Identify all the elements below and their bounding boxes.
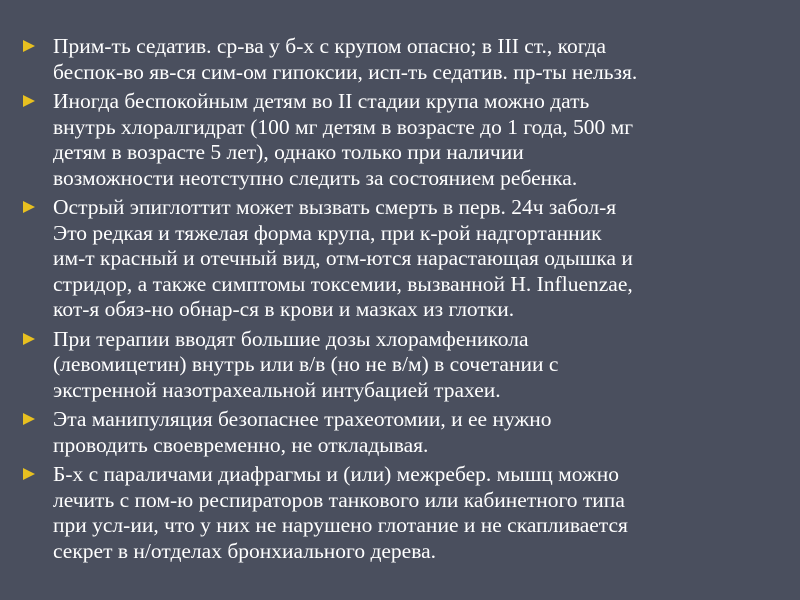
bullet-text: При терапии вводят большие дозы хлорамфеникола (левомицетин) внутрь или в/в (но не в/м) в сочетании с экстренной назотрахеальной интубацией трахеи. — [53, 326, 559, 402]
bullet-item — [22, 89, 782, 191]
bullet-item — [22, 195, 782, 323]
bullet-item — [22, 462, 782, 564]
bullet-item — [22, 407, 782, 458]
triangle-bullet-icon — [23, 333, 35, 345]
bullet-text: Прим-ть седатив. ср-ва у б-х с крупом опасно; в III ст., когда беспок-во яв-ся сим-ом гипоксии, исп-ть седатив. пр-ты нельзя. — [53, 34, 638, 84]
bullet-item — [22, 34, 782, 85]
triangle-bullet-icon — [23, 201, 35, 213]
bullet-item — [22, 327, 782, 404]
bullet-text: Б-х с параличами диафрагмы и (или) межребер. мышц можно лечить с пом-ю респираторов танкового или кабинетного типа при усл-ии, что у них не нарушено глотание и не скапливается секрет в н/отделах бронхиального дерева. — [53, 462, 628, 563]
triangle-bullet-icon — [23, 468, 35, 480]
bullet-list — [22, 34, 782, 568]
triangle-bullet-icon — [23, 413, 35, 425]
triangle-bullet-icon — [23, 95, 35, 107]
triangle-bullet-icon — [23, 40, 35, 52]
bullet-text: Эта манипуляция безопаснее трахеотомии, и ее нужно проводить своевременно, не откладывая. — [53, 407, 552, 457]
bullet-text: Острый эпиглоттит может вызвать смерть в перв. 24ч забол-я Это редкая и тяжелая форма крупа, при к-рой надгортанник им-т красный и отечный вид, отм-ются нарастающая одышка и стридор, а также симптомы токсемии, вызванной H. Influenzae, кот-я обяз-но обнар-ся в крови и мазках из глотки. — [53, 195, 633, 321]
bullet-text: Иногда беспокойным детям во II стадии крупа можно дать внутрь хлоралгидрат (100 мг детям в возрасте до 1 года, 500 мг детям в возрасте 5 лет), однако только при наличии возможности неотступно следить за состоянием ребенка. — [53, 89, 634, 190]
